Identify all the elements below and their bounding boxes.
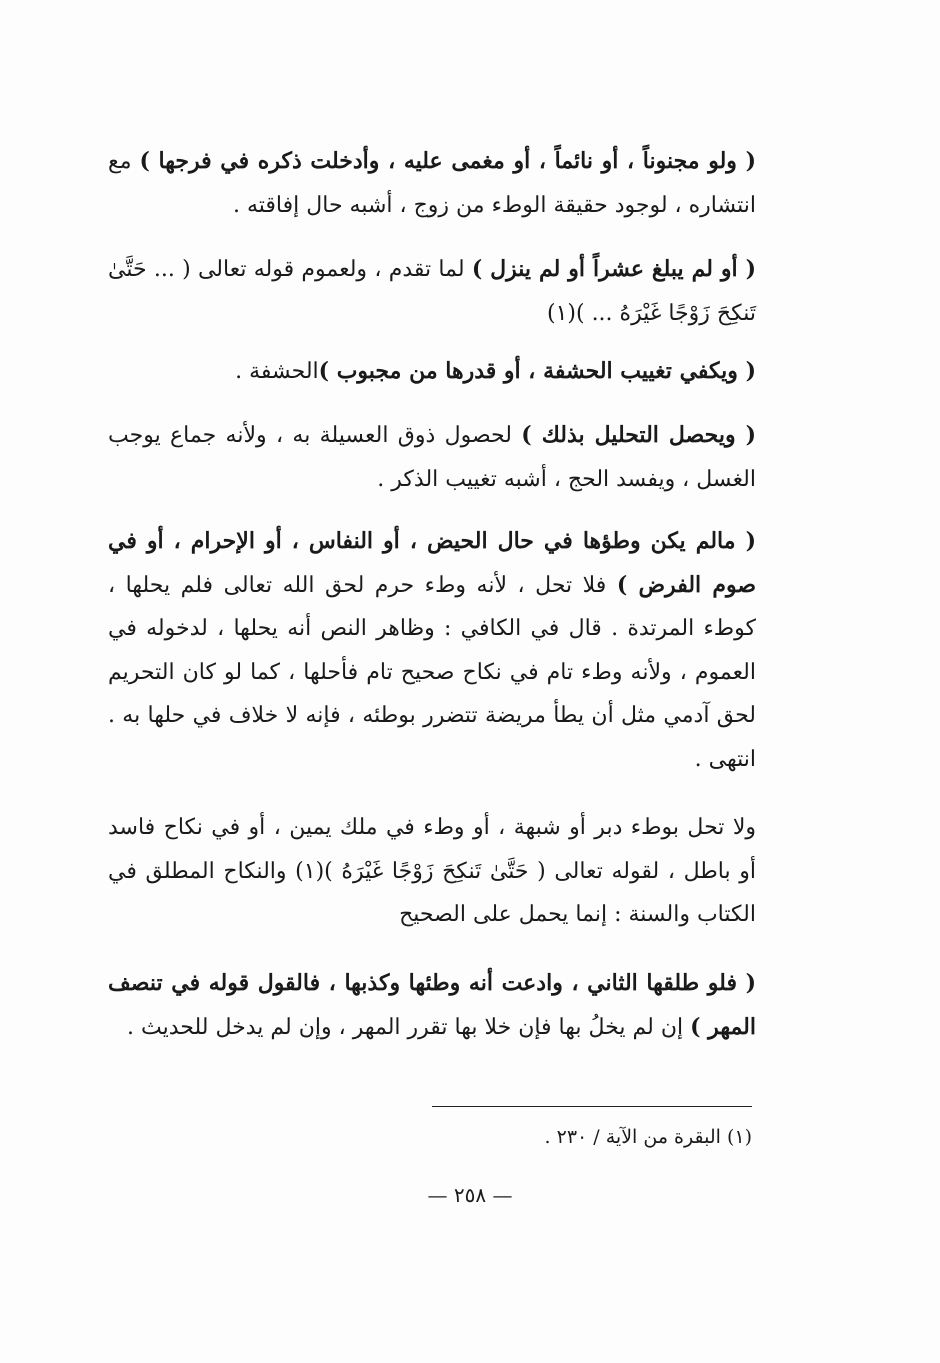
paragraph-1 xyxy=(108,140,756,227)
paragraph-6 xyxy=(108,806,756,937)
paragraph-5 xyxy=(108,520,756,781)
footnote: (١) البقرة من الآية / ٢٣٠ . xyxy=(544,1126,752,1148)
paragraph-4-matn: ( ويحصل التحليل بذلك ) xyxy=(521,422,756,448)
paragraph-3-sharh: الحشفة . xyxy=(235,359,319,384)
paragraph-2-matn: ( أو لم يبلغ عشراً أو لم ينزل ) xyxy=(471,256,756,282)
paragraph-1-sharh: مع انتشاره ، لوجود حقيقة الوطء من زوج ، أشبه حال إفاقته . xyxy=(108,149,756,218)
paragraph-6-sharh: ولا تحل بوطء دبر أو شبهة ، أو وطء في ملك يمين ، أو في نكاح فاسد أو باطل ، لقوله تعالى ( حَتَّىٰ تَنكِحَ زَوْجًا غَيْرَهُ )(١) والنكاح المطلق في الكتاب والسنة : إنما يحمل على الصحيح xyxy=(108,815,756,927)
paragraph-3 xyxy=(108,350,756,394)
paragraph-4-sharh: لحصول ذوق العسيلة به ، ولأنه جماع يوجب الغسل ، ويفسد الحج ، أشبه تغييب الذكر . xyxy=(108,423,756,492)
paragraph-5-sharh: فلا تحل ، لأنه وطء حرم لحق الله تعالى فلم يحلها ، كوطء المرتدة . قال في الكافي : وظاهر النص أنه يحلها ، لدخوله في العموم ، ولأنه وطء تام في نكاح صحيح تام فأحلها ، كما لو كان التحريم لحق آدمي مثل أن يطأ مريضة تتضرر بوطئه ، فإنه لا خلاف في حلها به . انتهى . xyxy=(108,572,756,772)
page-number: — ٢٥٨ — xyxy=(427,1183,513,1207)
paragraph-3-matn: ( ويكفي تغييب الحشفة ، أو قدرها من مجبوب ) xyxy=(318,358,756,384)
paragraph-2-sharh: لما تقدم ، ولعموم قوله تعالى ( ... حَتَّىٰ تَنكِحَ زَوْجًا غَيْرَهُ ... )(١) xyxy=(108,257,756,326)
paragraph-1-matn: ( ولو مجنوناً ، أو نائماً ، أو مغمى عليه ، وأدخلت ذكره في فرجها ) xyxy=(139,148,756,174)
paragraph-7-sharh: إن لم يخلُ بها فإن خلا بها تقرر المهر ، وإن لم يدخل للحديث . xyxy=(127,1014,691,1040)
paragraph-4 xyxy=(108,414,756,501)
paragraph-2 xyxy=(108,248,756,335)
paragraph-7 xyxy=(108,962,756,1049)
paragraph-5-matn: ( مالم يكن وطؤها في حال الحيض ، أو النفاس ، أو الإحرام ، أو في صوم الفرض ) xyxy=(108,528,757,598)
paragraph-7-matn: ( فلو طلقها الثاني ، وادعت أنه وطئها وكذبها ، فالقول قوله في تنصف المهر ) xyxy=(108,970,756,1040)
footnote-divider xyxy=(432,1106,752,1107)
